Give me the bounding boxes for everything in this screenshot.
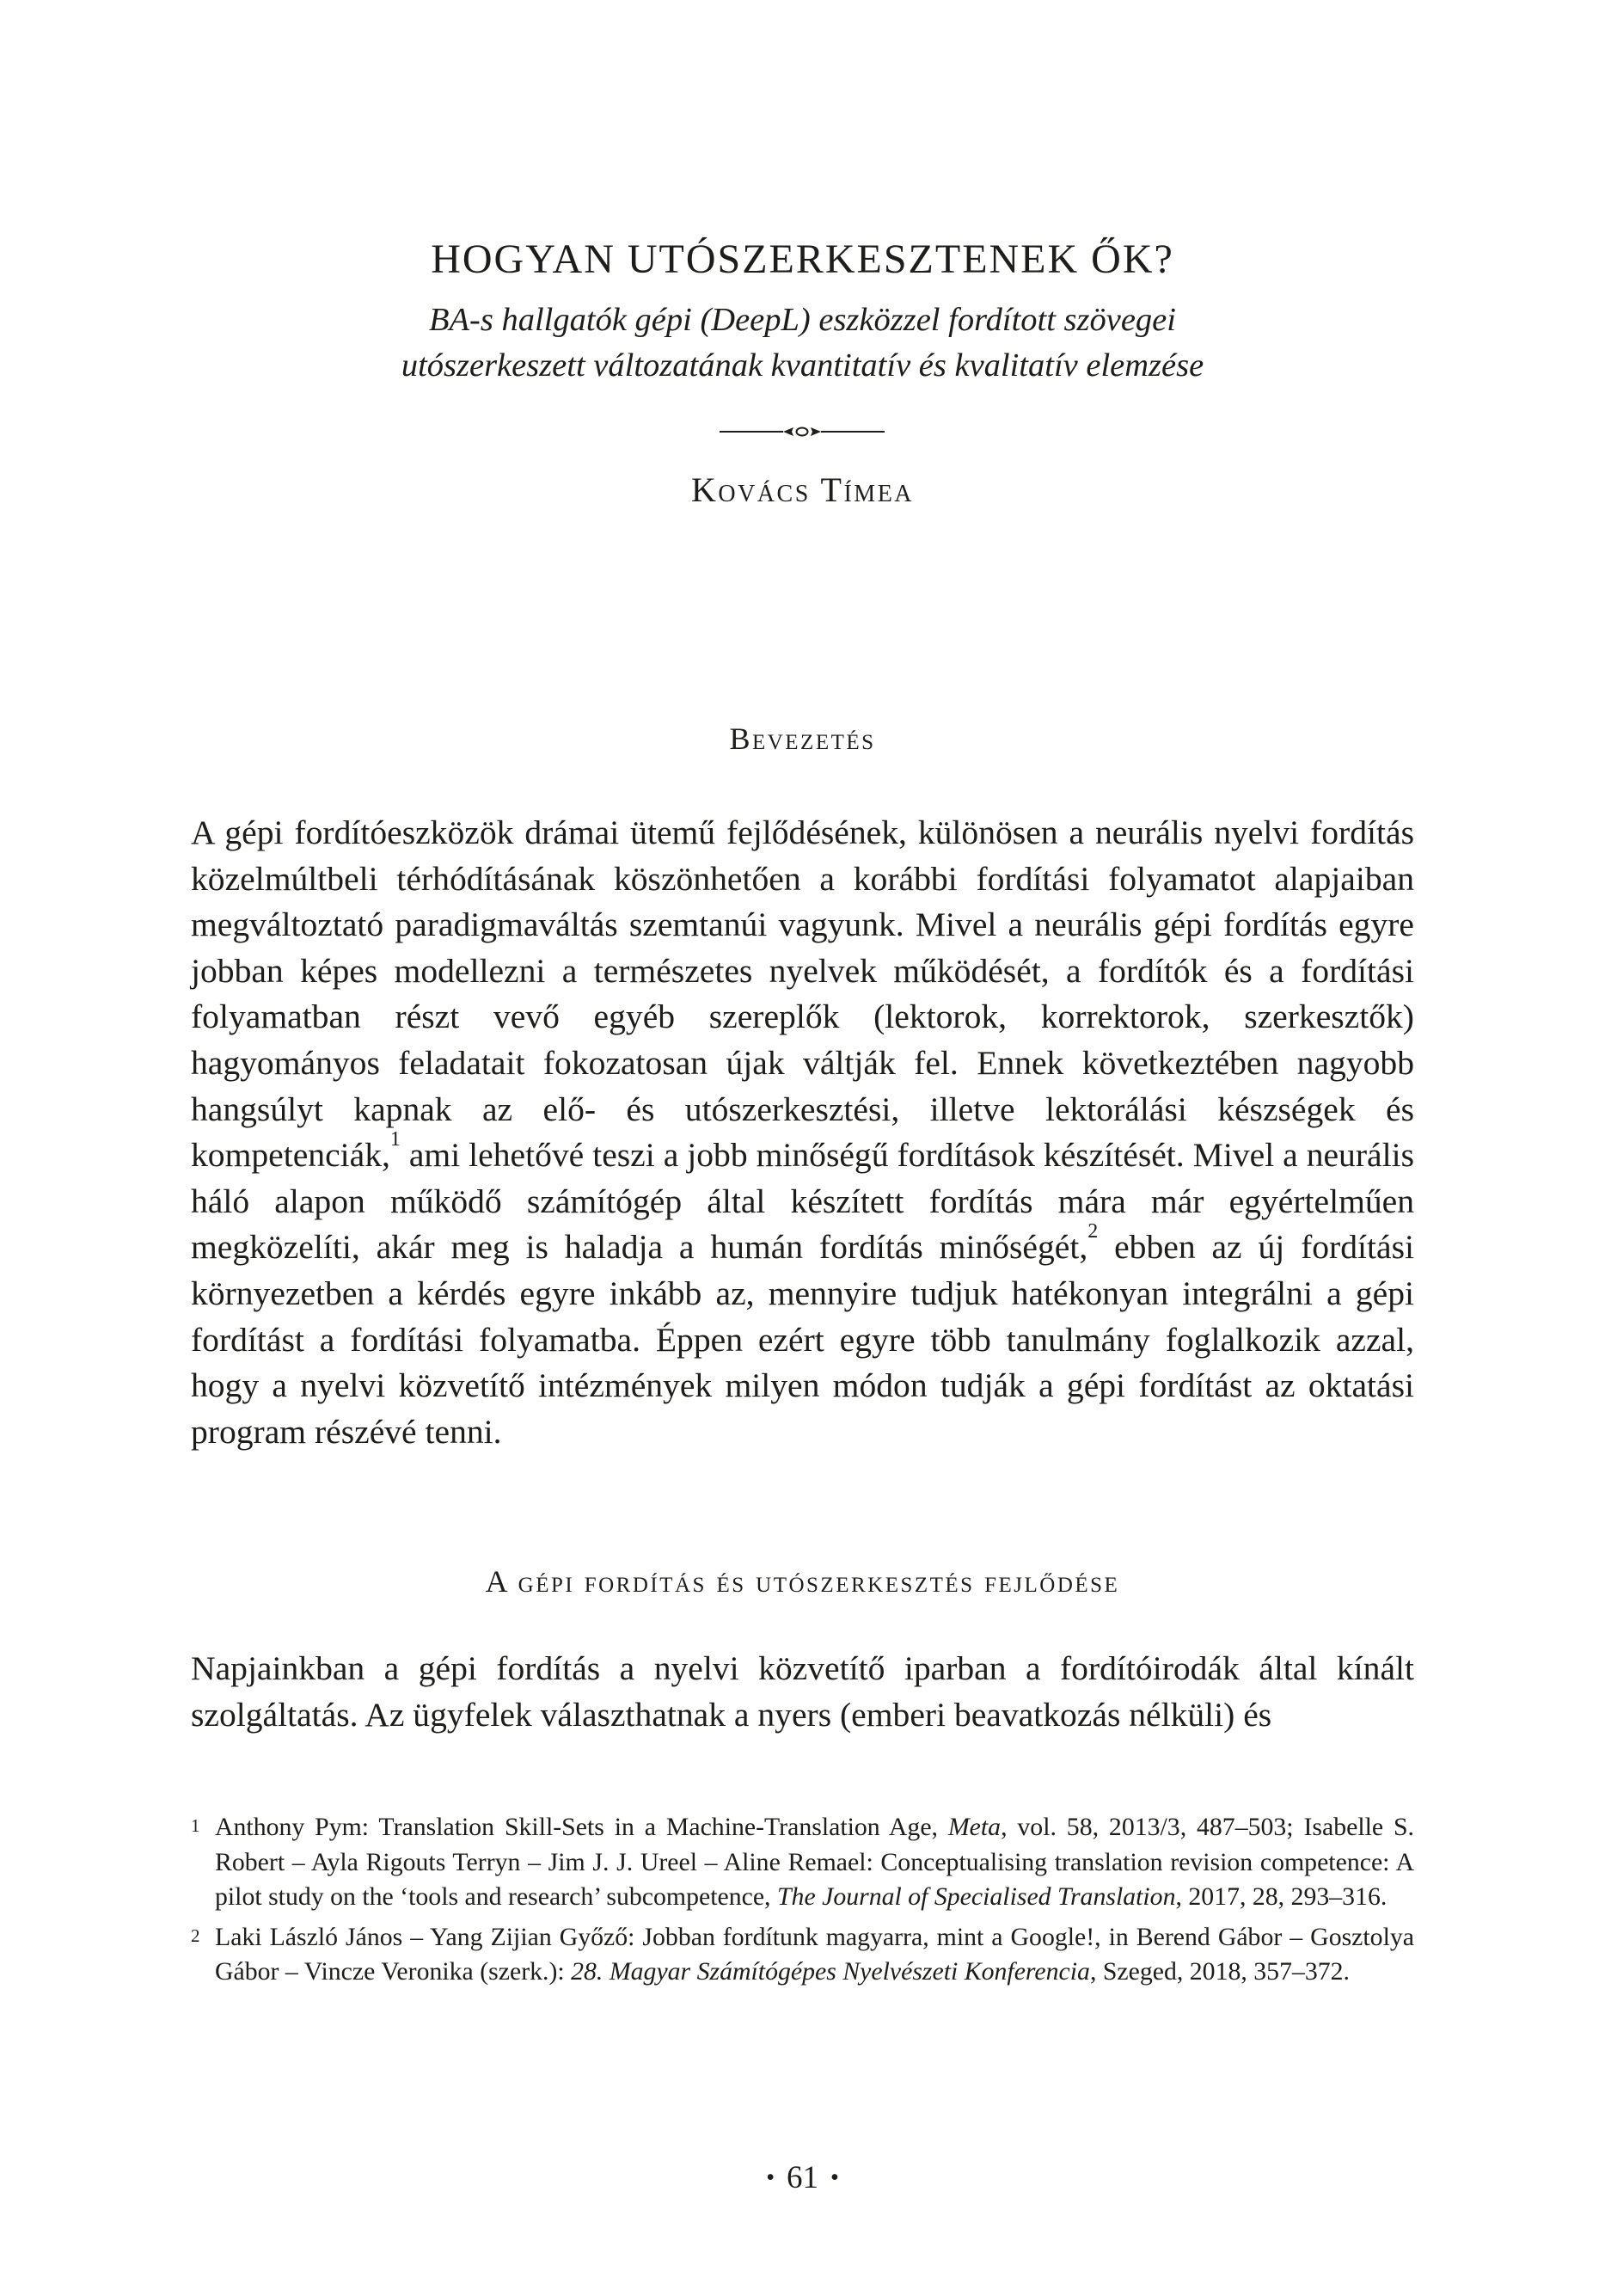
footnote-number: 1 — [191, 1815, 200, 1836]
footnote-text: , 2017, 28, 293–316. — [1175, 1882, 1388, 1911]
footnote-1 — [191, 1810, 1414, 1915]
footnote-proceedings-title: 28. Magyar Számítógépes Nyelvészeti Konferencia — [571, 1957, 1090, 1986]
section-heading-introduction: Bevezetés — [729, 721, 876, 756]
page-number — [191, 2158, 1414, 2201]
footnote-journal-title: Meta — [947, 1813, 1002, 1841]
intro-text-part-1: A gépi fordítóeszközök drámai ütemű fejlődésének, különösen a neurális nyelvi fordítás közelmúltbeli térhódításának köszönhetően a korábbi fordítási folyamatot alapjaiban megváltoztató paradigmaváltás szemtanúi vagyunk. Mivel a neurális gépi fordítás egyre jobban képes modellezni a természetes nyelvek működését, a fordítók és a fordítási folyamatban részt vevő egyéb szereplők (lektorok, korrektorok, szerkesztők) hagyományos feladatait fokozatosan újak váltják fel. Ennek következtében nagyobb hangsúlyt kapnak az elő- és utószerkesztési, illetve lektorálási készségek és kompetenciák, — [191, 813, 1414, 1175]
fleuron-divider-icon — [716, 421, 888, 442]
bullet-icon: • — [830, 2164, 839, 2191]
bullet-icon: • — [766, 2164, 775, 2191]
subtitle-line-1: BA-s hallgatók gépi (DeepL) eszközzel fordított szövegei — [429, 302, 1176, 338]
footnote-number: 2 — [191, 1925, 200, 1946]
page-number-value: 61 — [787, 2160, 818, 2195]
footnote-text: , Szeged, 2018, 357–372. — [1089, 1957, 1351, 1986]
section-heading-development: A gépi fordítás és utószerkesztés fejlődése — [485, 1564, 1120, 1599]
article-subtitle — [191, 298, 1414, 389]
development-paragraph: Napjainkban a gépi fordítás a nyelvi közvetítő iparban a fordítóirodák által kínált szolgáltatás. Az ügyfelek választhatnak a nyers (emberi beavatkozás nélküli) és — [191, 1649, 1414, 1734]
footnote-reference-1: 1 — [389, 1128, 401, 1151]
footnotes — [191, 1810, 1414, 1995]
footnote-text: , vol. 58, 2013/3, 487–503; Isabelle S. Robert – Ayla Rigouts Terryn – Jim J. J. Ureel – Aline Remael: Conceptualising translation revision competence: A pilot study on the ‘tools and research’ subcompetence, — [215, 1813, 1414, 1911]
author-name: Kovács Tímea — [690, 470, 915, 509]
footnote-text: Laki László János – Yang Zijian Győző: Jobban fordítunk magyarra, mint a Google!, in Berend Gábor – Gosztolya Gábor – Vincze Veronika (szerk.): — [215, 1922, 1414, 1986]
intro-text-part-3: ebben az új fordítási környezetben a kérdés egyre inkább az, mennyire tudjuk hatékonyan integrálni a gépi fordítást a fordítási folyamatba. Éppen ezért egyre több tanulmány foglalkozik azzal, hogy a nyelvi közvetítő intézmények milyen módon tudják a gépi fordítást az oktatási program részévé tenni. — [191, 1228, 1414, 1451]
footnote-journal-title: The Journal of Specialised Translation — [776, 1882, 1176, 1911]
article-title: HOGYAN UTÓSZERKESZTENEK ŐK? — [431, 236, 1174, 282]
footnote-reference-2: 2 — [1087, 1220, 1099, 1243]
introduction-paragraph — [191, 810, 1414, 1455]
footnote-2 — [191, 1920, 1414, 1990]
subtitle-line-2: utószerkeszett változatának kvantitatív és kvalitatív elemzése — [401, 347, 1204, 384]
footnote-text: Anthony Pym: Translation Skill-Sets in a Machine-Translation Age, — [215, 1813, 948, 1841]
intro-text-part-2: ami lehetővé teszi a jobb minőségű fordítások készítését. Mivel a neurális háló alapon működő számítógép által készített fordítás mára már egyértelműen megközelíti, akár meg is haladja a humán fordítás minőségét, — [191, 1136, 1414, 1267]
